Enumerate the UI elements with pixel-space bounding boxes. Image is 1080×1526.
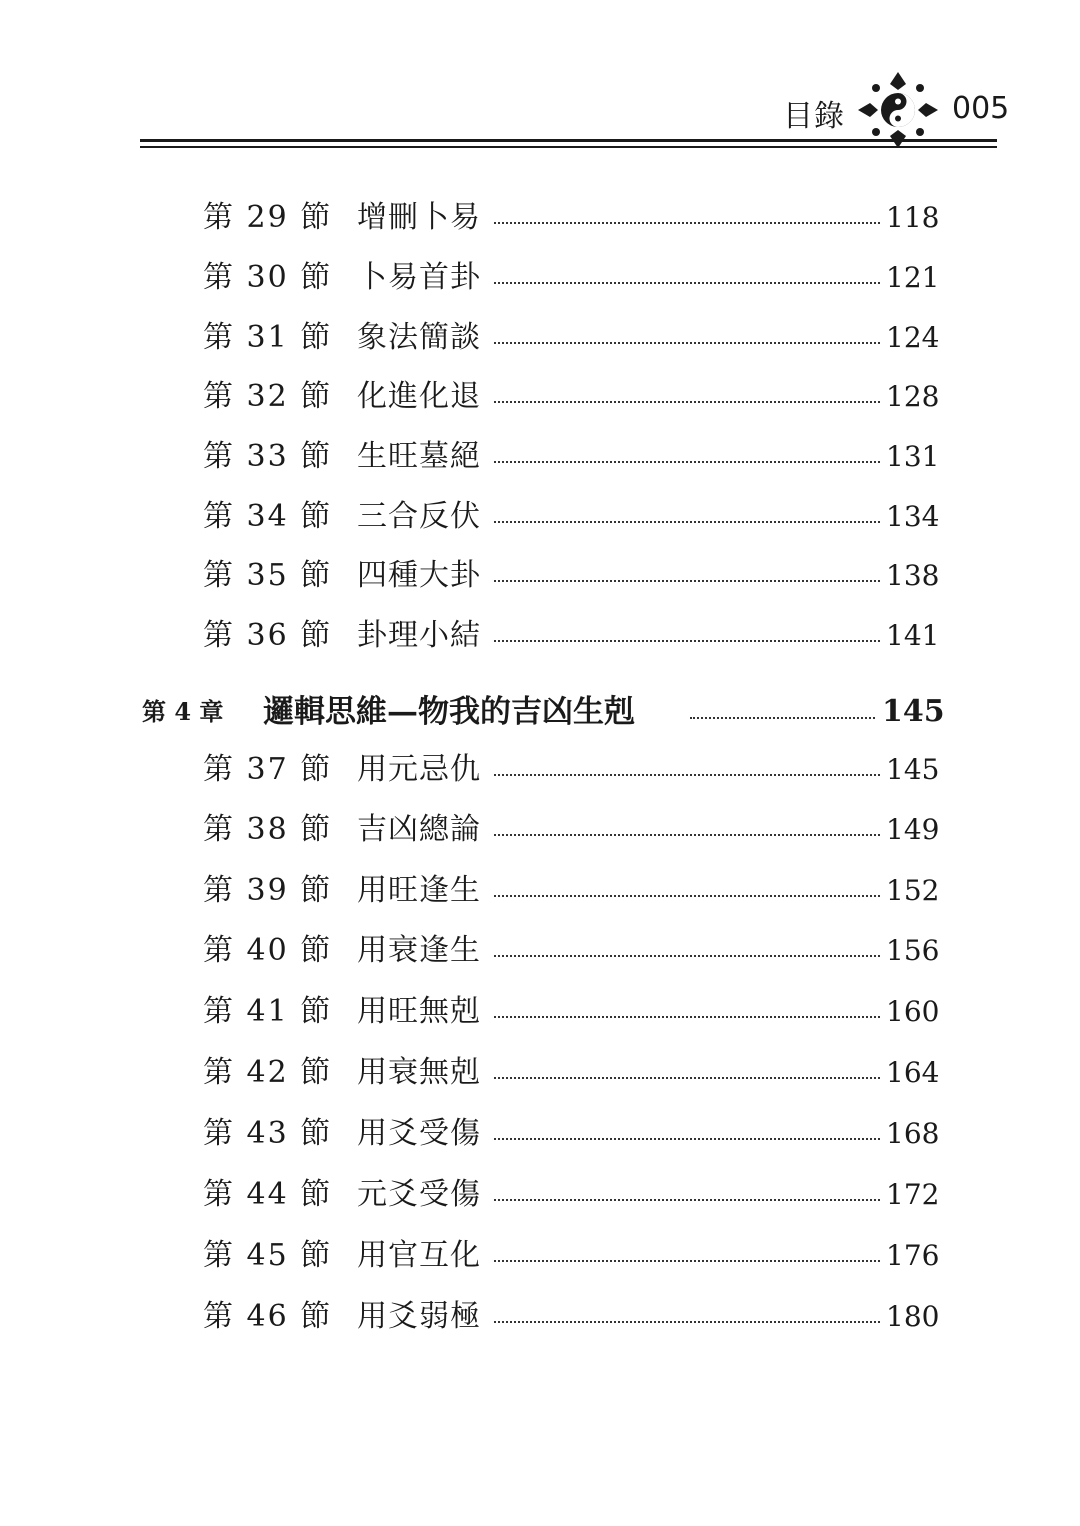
section-page: 134 <box>886 500 940 533</box>
section-number: 第 41 節 <box>203 994 333 1029</box>
running-header-title: 目錄 <box>783 99 845 134</box>
dot-leader <box>494 222 880 224</box>
section-title: 用旺無剋 <box>357 994 481 1029</box>
section-page: 118 <box>886 201 940 234</box>
section-number: 第 38 節 <box>203 812 333 847</box>
section-title: 用衰逢生 <box>357 933 481 968</box>
section-number: 第 32 節 <box>203 379 333 414</box>
toc-entry[interactable] <box>0 377 1080 417</box>
section-number: 第 37 節 <box>203 752 333 787</box>
section-number: 第 42 節 <box>203 1055 333 1090</box>
dot-leader <box>494 774 880 776</box>
toc-entry[interactable] <box>0 556 1080 596</box>
section-number: 第 29 節 <box>203 200 333 235</box>
section-title: 增刪卜易 <box>357 200 481 235</box>
section-title: 三合反伏 <box>357 499 481 534</box>
toc-entry[interactable] <box>0 1114 1080 1154</box>
dot-leader <box>494 1199 880 1201</box>
section-page: 124 <box>886 321 940 354</box>
section-title: 用旺逢生 <box>357 873 481 908</box>
toc-chapter-entry[interactable] <box>0 690 1080 734</box>
section-title: 用官互化 <box>357 1238 481 1273</box>
dot-leader <box>494 1077 880 1079</box>
section-page: 160 <box>886 995 940 1028</box>
toc-entry[interactable] <box>0 1053 1080 1093</box>
toc-entry[interactable] <box>0 871 1080 911</box>
section-page: 180 <box>886 1300 940 1333</box>
toc-entry[interactable] <box>0 616 1080 656</box>
dot-leader <box>494 401 880 403</box>
dot-leader <box>494 1016 880 1018</box>
section-page: 168 <box>886 1117 940 1150</box>
dot-leader <box>494 461 880 463</box>
section-page: 152 <box>886 874 940 907</box>
section-number: 第 34 節 <box>203 499 333 534</box>
section-title: 用爻弱極 <box>357 1299 481 1334</box>
section-page: 164 <box>886 1056 940 1089</box>
section-title: 象法簡談 <box>357 320 481 355</box>
section-number: 第 36 節 <box>203 618 333 653</box>
section-title: 化進化退 <box>357 379 481 414</box>
section-page: 145 <box>886 753 940 786</box>
section-page: 176 <box>886 1239 940 1272</box>
section-title: 卦理小結 <box>357 618 481 653</box>
section-number: 第 30 節 <box>203 260 333 295</box>
toc-entry[interactable] <box>0 1236 1080 1276</box>
toc-entry[interactable] <box>0 1297 1080 1337</box>
section-number: 第 44 節 <box>203 1177 333 1212</box>
section-page: 138 <box>886 559 940 592</box>
header-rule-thick <box>140 139 997 142</box>
toc-entry[interactable] <box>0 931 1080 971</box>
section-page: 156 <box>886 934 940 967</box>
chapter-title: 邏輯思維—物我的吉凶生剋 <box>263 694 635 730</box>
section-title: 吉凶總論 <box>357 812 481 847</box>
dot-leader <box>494 834 880 836</box>
section-number: 第 39 節 <box>203 873 333 908</box>
section-number: 第 43 節 <box>203 1116 333 1151</box>
section-title: 用衰無剋 <box>357 1055 481 1090</box>
section-page: 128 <box>886 380 940 413</box>
toc-entry[interactable] <box>0 198 1080 238</box>
section-title: 生旺墓絕 <box>357 439 481 474</box>
toc-entry[interactable] <box>0 810 1080 850</box>
toc-entry[interactable] <box>0 258 1080 298</box>
section-title: 用爻受傷 <box>357 1116 481 1151</box>
dot-leader <box>494 1260 880 1262</box>
section-page: 121 <box>886 261 940 294</box>
section-page: 149 <box>886 813 940 846</box>
toc-entry[interactable] <box>0 437 1080 477</box>
section-title: 卜易首卦 <box>357 260 481 295</box>
header-rule-thin <box>140 146 997 148</box>
dot-leader <box>690 717 875 719</box>
dot-leader <box>494 342 880 344</box>
section-page: 172 <box>886 1178 940 1211</box>
section-page: 131 <box>886 440 940 473</box>
section-number: 第 45 節 <box>203 1238 333 1273</box>
section-title: 四種大卦 <box>357 558 481 593</box>
toc-entry[interactable] <box>0 750 1080 790</box>
toc-entry[interactable] <box>0 497 1080 537</box>
section-number: 第 31 節 <box>203 320 333 355</box>
yin-yang-ornament-icon <box>856 70 940 150</box>
section-title: 元爻受傷 <box>357 1177 481 1212</box>
toc-entry[interactable] <box>0 318 1080 358</box>
section-number: 第 40 節 <box>203 933 333 968</box>
dot-leader <box>494 580 880 582</box>
section-number: 第 33 節 <box>203 439 333 474</box>
dot-leader <box>494 640 880 642</box>
dot-leader <box>494 955 880 957</box>
toc-entry[interactable] <box>0 1175 1080 1215</box>
chapter-page: 145 <box>882 694 945 729</box>
dot-leader <box>494 895 880 897</box>
section-number: 第 46 節 <box>203 1299 333 1334</box>
dot-leader <box>494 282 880 284</box>
dot-leader <box>494 1138 880 1140</box>
dot-leader <box>494 521 880 523</box>
chapter-number: 第 4 章 <box>142 697 224 726</box>
dot-leader <box>494 1321 880 1323</box>
toc-entry[interactable] <box>0 992 1080 1032</box>
section-title: 用元忌仇 <box>357 752 481 787</box>
section-page: 141 <box>886 619 940 652</box>
page-number: 005 <box>952 91 1010 126</box>
section-number: 第 35 節 <box>203 558 333 593</box>
